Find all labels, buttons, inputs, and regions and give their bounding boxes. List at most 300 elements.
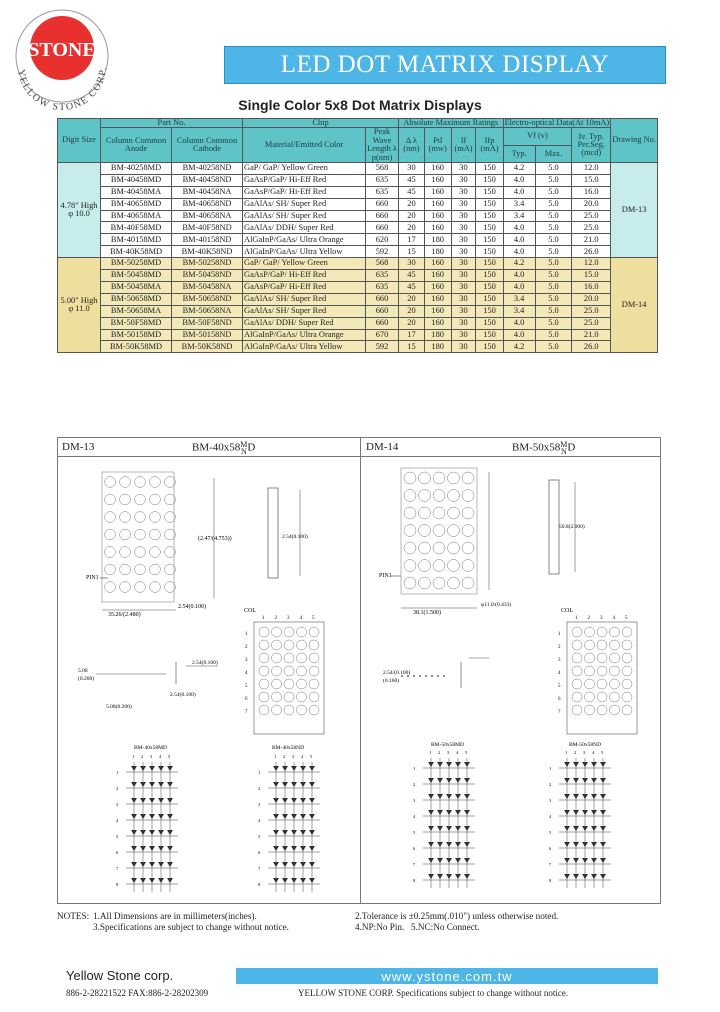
matrix-dot	[297, 705, 307, 715]
spec-cell: 160	[424, 210, 451, 222]
matrix-dot	[309, 653, 319, 663]
drawings-header-rule	[57, 456, 660, 457]
th-peak: Peak Wave Length λ p(nm)	[367, 127, 397, 162]
matrix-dot	[419, 525, 431, 537]
spec-cell: BM-40458ND	[172, 174, 243, 186]
spec-cell: 30	[451, 174, 476, 186]
spec-cell: 15	[399, 246, 425, 258]
spec-table	[57, 118, 658, 353]
spec-cell: BM-50658NA	[172, 305, 243, 317]
th-chip: Chip	[243, 119, 399, 128]
spec-cell: 30	[451, 210, 476, 222]
svg-text:5.08: 5.08	[78, 668, 88, 674]
matrix-dot	[135, 529, 146, 540]
svg-text:4: 4	[299, 616, 302, 621]
matrix-dot	[135, 582, 146, 593]
matrix-dot	[259, 640, 269, 650]
dm13-circuit-n	[258, 754, 320, 892]
spec-cell: 4.0	[503, 317, 535, 329]
svg-text:4: 4	[116, 818, 119, 823]
spec-cell: 180	[424, 246, 451, 258]
spec-cell: 568	[366, 163, 399, 175]
spec-row	[58, 258, 658, 270]
svg-text:4: 4	[301, 754, 304, 759]
spec-cell: 5.0	[535, 174, 572, 186]
spec-cell: 150	[476, 222, 503, 234]
svg-text:2: 2	[587, 616, 590, 621]
spec-cell: 30	[451, 234, 476, 246]
svg-text:1: 1	[429, 750, 432, 755]
matrix-dot	[419, 490, 431, 502]
spec-cell: BM-50458MA	[101, 281, 172, 293]
matrix-dot	[404, 542, 416, 554]
spec-cell: 45	[399, 186, 425, 198]
spec-cell: BM-50658ND	[172, 293, 243, 305]
svg-text:3: 3	[558, 658, 561, 663]
svg-text:4: 4	[413, 814, 416, 819]
dm13-pin1-label: PIN1	[86, 575, 99, 581]
spec-cell: 30	[451, 222, 476, 234]
th-vf-typ: Typ.	[503, 145, 535, 162]
matrix-dot	[120, 529, 131, 540]
spec-cell: BM-50258ND	[172, 258, 243, 270]
matrix-dot	[597, 653, 607, 663]
spec-cell: BM-50658MA	[101, 305, 172, 317]
spec-cell: 5.0	[535, 341, 572, 353]
dm14-front-view	[401, 468, 477, 594]
spec-row	[58, 234, 658, 246]
matrix-dot	[419, 472, 431, 484]
svg-text:2: 2	[116, 786, 119, 791]
matrix-dot	[120, 582, 131, 593]
spec-cell: 150	[476, 341, 503, 353]
spec-cell: GaAsP/GaP/ Hi-Eff Red	[243, 174, 366, 186]
matrix-dot	[135, 512, 146, 523]
matrix-dot	[419, 542, 431, 554]
spec-cell: 5.0	[535, 163, 572, 175]
matrix-dot	[120, 494, 131, 505]
matrix-dot	[404, 507, 416, 519]
svg-text:6: 6	[558, 697, 561, 702]
spec-cell: 3.4	[503, 305, 535, 317]
matrix-dot	[259, 627, 269, 637]
page-title: LED DOT MATRIX DISPLAY	[280, 51, 610, 78]
svg-text:2: 2	[274, 616, 277, 621]
svg-text:6: 6	[258, 850, 261, 855]
matrix-dot	[404, 560, 416, 572]
svg-text:7: 7	[549, 862, 552, 867]
svg-text:1: 1	[413, 766, 416, 771]
spec-cell: 670	[366, 329, 399, 341]
matrix-dot	[404, 577, 416, 589]
spec-cell: 5.0	[535, 210, 572, 222]
spec-cell: 5.0	[535, 222, 572, 234]
note-5: 5.NC:No Connect.	[411, 922, 480, 932]
dm14-pin-detail	[383, 658, 489, 688]
matrix-dot	[572, 640, 582, 650]
svg-text:5: 5	[413, 830, 416, 835]
svg-text:8: 8	[549, 878, 552, 883]
svg-text:5: 5	[312, 616, 315, 621]
svg-text:4: 4	[592, 750, 595, 755]
matrix-dot	[433, 525, 445, 537]
note-3: 3.Specifications are subject to change without notice.	[93, 922, 289, 932]
matrix-dot	[585, 640, 595, 650]
matrix-dot	[610, 627, 620, 637]
spec-cell: 150	[476, 293, 503, 305]
matrix-dot	[433, 577, 445, 589]
spec-cell: 160	[424, 186, 451, 198]
spec-cell: 30	[451, 246, 476, 258]
matrix-dot	[585, 679, 595, 689]
th-drawing-no: Drawing No.	[611, 119, 658, 163]
matrix-dot	[448, 577, 460, 589]
spec-cell: BM-50258MD	[101, 258, 172, 270]
svg-text:(0.160): (0.160)	[383, 678, 400, 684]
dm14-circuit-n-label: BM-50x58ND	[569, 742, 602, 748]
matrix-dot	[309, 627, 319, 637]
matrix-dot	[297, 679, 307, 689]
spec-cell: 635	[366, 270, 399, 282]
spec-cell: 4.0	[503, 246, 535, 258]
spec-cell: 4.0	[503, 222, 535, 234]
spec-cell: 5.0	[535, 329, 572, 341]
spec-cell: 150	[476, 258, 503, 270]
matrix-dot	[462, 577, 474, 589]
dm14-dim-height: 50.8(2.000)	[559, 524, 585, 530]
spec-row	[58, 293, 658, 305]
matrix-dot	[622, 627, 632, 637]
note-4: 4.NP:No Pin.	[355, 922, 405, 932]
dm14-circuit-n	[549, 750, 611, 888]
drawing-right-code: DM-14	[366, 441, 399, 453]
spec-cell: 160	[424, 198, 451, 210]
matrix-dot	[597, 692, 607, 702]
matrix-dot	[433, 542, 445, 554]
matrix-dot	[585, 666, 595, 676]
spec-row	[58, 270, 658, 282]
spec-cell: 45	[399, 270, 425, 282]
spec-cell: GaP/ GaP/ Yellow Green	[243, 163, 366, 175]
matrix-dot	[448, 542, 460, 554]
svg-text:2: 2	[574, 750, 577, 755]
spec-cell: 160	[424, 317, 451, 329]
spec-cell: 5.0	[535, 246, 572, 258]
matrix-dot	[309, 640, 319, 650]
spec-cell: 30	[451, 258, 476, 270]
spec-cell: 3.4	[503, 293, 535, 305]
spec-cell: 4.0	[503, 270, 535, 282]
svg-text:6: 6	[413, 846, 416, 851]
svg-text:7: 7	[116, 866, 119, 871]
matrix-dot	[284, 705, 294, 715]
spec-cell: 5.0	[535, 186, 572, 198]
spec-cell: 20	[399, 305, 425, 317]
spec-cell: 660	[366, 317, 399, 329]
spec-cell: 30	[451, 198, 476, 210]
matrix-dot	[622, 692, 632, 702]
spec-row	[58, 222, 658, 234]
svg-text:7: 7	[258, 866, 261, 871]
spec-row	[58, 186, 658, 198]
spec-cell: 660	[366, 293, 399, 305]
spec-cell: BM-40458MD	[101, 174, 172, 186]
matrix-dot	[585, 692, 595, 702]
spec-row	[58, 341, 658, 353]
matrix-dot	[297, 692, 307, 702]
svg-text:2: 2	[558, 645, 561, 650]
spec-cell: BM-40458NA	[172, 186, 243, 198]
matrix-dot	[585, 705, 595, 715]
matrix-dot	[259, 705, 269, 715]
spec-cell: 150	[476, 305, 503, 317]
dm14-pin-map	[558, 616, 637, 734]
svg-text:5: 5	[558, 684, 561, 689]
logo-ring-text: YELLOW STONE CORP.	[15, 65, 110, 112]
matrix-dot	[572, 692, 582, 702]
svg-text:1: 1	[565, 750, 568, 755]
matrix-dot	[622, 679, 632, 689]
spec-cell: 20	[399, 222, 425, 234]
svg-text:3: 3	[549, 798, 552, 803]
matrix-dot	[610, 666, 620, 676]
svg-text:5: 5	[549, 830, 552, 835]
matrix-dot	[272, 679, 282, 689]
th-vf: Vf (v)	[503, 128, 572, 145]
matrix-dot	[622, 666, 632, 676]
svg-text:3: 3	[116, 802, 119, 807]
spec-cell: 150	[476, 234, 503, 246]
spec-cell: 4.2	[503, 258, 535, 270]
spec-cell: 160	[424, 281, 451, 293]
matrix-dot	[462, 490, 474, 502]
spec-row	[58, 198, 658, 210]
spec-cell: BM-40K58ND	[172, 246, 243, 258]
svg-text:1: 1	[549, 766, 552, 771]
spec-cell: BM-50158MD	[101, 329, 172, 341]
th-material: Material/Emitted Color	[243, 128, 366, 163]
spec-cell: 30	[451, 270, 476, 282]
svg-text:8: 8	[413, 878, 416, 883]
footer-url[interactable]: www.ystone.com.tw	[381, 968, 513, 984]
th-ifp: Ifp (mA)	[476, 128, 503, 163]
svg-text:3: 3	[292, 754, 295, 759]
spec-cell: BM-40258MD	[101, 163, 172, 175]
spec-cell: 150	[476, 186, 503, 198]
spec-cell: 25.0	[572, 222, 611, 234]
matrix-dot	[610, 692, 620, 702]
svg-text:2: 2	[413, 782, 416, 787]
dm13-side-view	[268, 488, 278, 578]
matrix-dot	[150, 547, 161, 558]
spec-cell: AlGaInP/GaAs/ Ultra Orange	[243, 234, 366, 246]
spec-cell: 3.4	[503, 210, 535, 222]
spec-cell: 45	[399, 174, 425, 186]
matrix-dot	[597, 705, 607, 715]
matrix-dot	[150, 477, 161, 488]
spec-cell: 635	[366, 174, 399, 186]
spec-cell: 4.0	[503, 186, 535, 198]
svg-text:4: 4	[549, 814, 552, 819]
spec-cell: BM-50658MD	[101, 293, 172, 305]
matrix-dot	[597, 679, 607, 689]
spec-cell: GaAlAs/ SH/ Super Red	[243, 293, 366, 305]
spec-cell: 5.0	[535, 198, 572, 210]
svg-text:1: 1	[132, 754, 135, 759]
spec-cell: BM-50458NA	[172, 281, 243, 293]
th-abs-max: Absolute Maximum Ratings	[399, 119, 504, 128]
spec-cell: 635	[366, 186, 399, 198]
matrix-dot	[462, 560, 474, 572]
dm13-circuit-n-label: BM-40x58ND	[272, 745, 305, 751]
spec-cell: 5.0	[535, 305, 572, 317]
drawing-no-cell: DM-14	[611, 258, 658, 353]
spec-row	[58, 210, 658, 222]
svg-text:4: 4	[612, 616, 615, 621]
spec-cell: 4.2	[503, 341, 535, 353]
matrix-dot	[572, 705, 582, 715]
matrix-dot	[448, 490, 460, 502]
spec-row	[58, 174, 658, 186]
svg-text:2.54(0.100): 2.54(0.100)	[170, 692, 196, 698]
spec-cell: BM-50458MD	[101, 270, 172, 282]
svg-text:4: 4	[258, 818, 261, 823]
spec-cell: 15	[399, 341, 425, 353]
matrix-dot	[448, 472, 460, 484]
svg-text:2: 2	[549, 782, 552, 787]
spec-cell: BM-40258ND	[172, 163, 243, 175]
matrix-dot	[448, 560, 460, 572]
svg-text:1: 1	[274, 754, 277, 759]
spec-cell: 5.0	[535, 234, 572, 246]
matrix-dot	[622, 705, 632, 715]
matrix-dot	[284, 653, 294, 663]
svg-text:7: 7	[558, 710, 561, 715]
svg-text:4: 4	[456, 750, 459, 755]
spec-cell: 30	[451, 305, 476, 317]
spec-cell: 3.4	[503, 198, 535, 210]
dm14-dim-width: 38.1(1.500)	[413, 610, 441, 616]
matrix-dot	[297, 640, 307, 650]
svg-text:(0.200): (0.200)	[78, 676, 95, 682]
spec-cell: 30	[451, 329, 476, 341]
dm13-circuit-m	[116, 754, 178, 892]
spec-cell: 5.0	[535, 281, 572, 293]
matrix-dot	[448, 507, 460, 519]
drawing-right-model: BM-50x58M ND	[512, 440, 576, 456]
spec-cell: 568	[366, 258, 399, 270]
spec-cell: 660	[366, 305, 399, 317]
svg-text:1: 1	[245, 632, 248, 637]
spec-cell: 150	[476, 270, 503, 282]
spec-cell: 150	[476, 246, 503, 258]
spec-cell: 17	[399, 234, 425, 246]
matrix-dot	[150, 512, 161, 523]
svg-text:3: 3	[287, 616, 290, 621]
spec-cell: 30	[451, 293, 476, 305]
matrix-dot	[105, 564, 116, 575]
spec-cell: 20	[399, 198, 425, 210]
svg-text:2: 2	[258, 786, 261, 791]
spec-cell: BM-40158ND	[172, 234, 243, 246]
matrix-dot	[297, 653, 307, 663]
logo-text: STONE	[28, 39, 96, 61]
matrix-dot	[120, 477, 131, 488]
dm14-pitch: φ11.0/(0.433)	[481, 602, 512, 608]
spec-cell: 635	[366, 281, 399, 293]
dm14-col-label: COL	[561, 608, 573, 614]
th-vf-max: Max.	[535, 145, 572, 162]
matrix-dot	[284, 692, 294, 702]
spec-cell: 592	[366, 341, 399, 353]
svg-text:2.54/(0.100): 2.54/(0.100)	[383, 670, 411, 676]
svg-text:2: 2	[141, 754, 144, 759]
matrix-dot	[419, 560, 431, 572]
matrix-dot	[135, 547, 146, 558]
spec-cell: AlGaInP/GaAs/ Ultra Yellow	[243, 246, 366, 258]
matrix-dot	[419, 577, 431, 589]
matrix-dot	[610, 640, 620, 650]
spec-cell: GaAlAs/ SH/ Super Red	[243, 305, 366, 317]
dm13-col-label: COL	[244, 608, 256, 614]
svg-text:7: 7	[245, 710, 248, 715]
spec-row	[58, 246, 658, 258]
spec-cell: 660	[366, 198, 399, 210]
matrix-dot	[284, 666, 294, 676]
footer-company: Yellow Stone corp.	[66, 968, 174, 983]
spec-cell: 30	[451, 186, 476, 198]
note-1: 1.All Dimensions are in millimeters(inches).	[93, 911, 257, 921]
spec-cell: 15.0	[572, 174, 611, 186]
spec-cell: 4.0	[503, 174, 535, 186]
th-col-anode: Column Common Anode	[101, 128, 172, 163]
matrix-dot	[622, 640, 632, 650]
svg-text:3: 3	[150, 754, 153, 759]
notes-label: NOTES:	[57, 911, 90, 921]
dm13-dim-height: (2.47/(4.753))	[198, 536, 232, 542]
svg-text:2.54(0.100): 2.54(0.100)	[192, 660, 218, 666]
spec-cell: 16.0	[572, 186, 611, 198]
svg-text:1: 1	[262, 616, 265, 621]
matrix-dot	[462, 507, 474, 519]
spec-cell: BM-50K58ND	[172, 341, 243, 353]
spec-row	[58, 329, 658, 341]
svg-text:5: 5	[245, 684, 248, 689]
matrix-dot	[105, 477, 116, 488]
dm14-circuit-m	[413, 750, 475, 888]
drawing-dm14	[361, 458, 659, 902]
spec-cell: BM-40K58MD	[101, 246, 172, 258]
spec-cell: GaAsP/GaP/ Hi-Eff Red	[243, 186, 366, 198]
svg-text:5.08(0.200): 5.08(0.200)	[106, 704, 132, 710]
spec-cell: BM-50158ND	[172, 329, 243, 341]
matrix-dot	[259, 692, 269, 702]
th-if: If (mA)	[451, 128, 476, 163]
matrix-dot	[120, 512, 131, 523]
matrix-dot	[272, 627, 282, 637]
svg-text:8: 8	[258, 882, 261, 887]
spec-cell: 15.0	[572, 270, 611, 282]
matrix-dot	[309, 679, 319, 689]
matrix-dot	[150, 582, 161, 593]
spec-cell: 12.0	[572, 258, 611, 270]
spec-cell: 16.0	[572, 281, 611, 293]
dm13-front-view	[102, 472, 175, 602]
matrix-dot	[309, 692, 319, 702]
svg-text:4: 4	[245, 671, 248, 676]
dm13-pin-detail	[78, 659, 218, 710]
spec-cell: 4.2	[503, 163, 535, 175]
